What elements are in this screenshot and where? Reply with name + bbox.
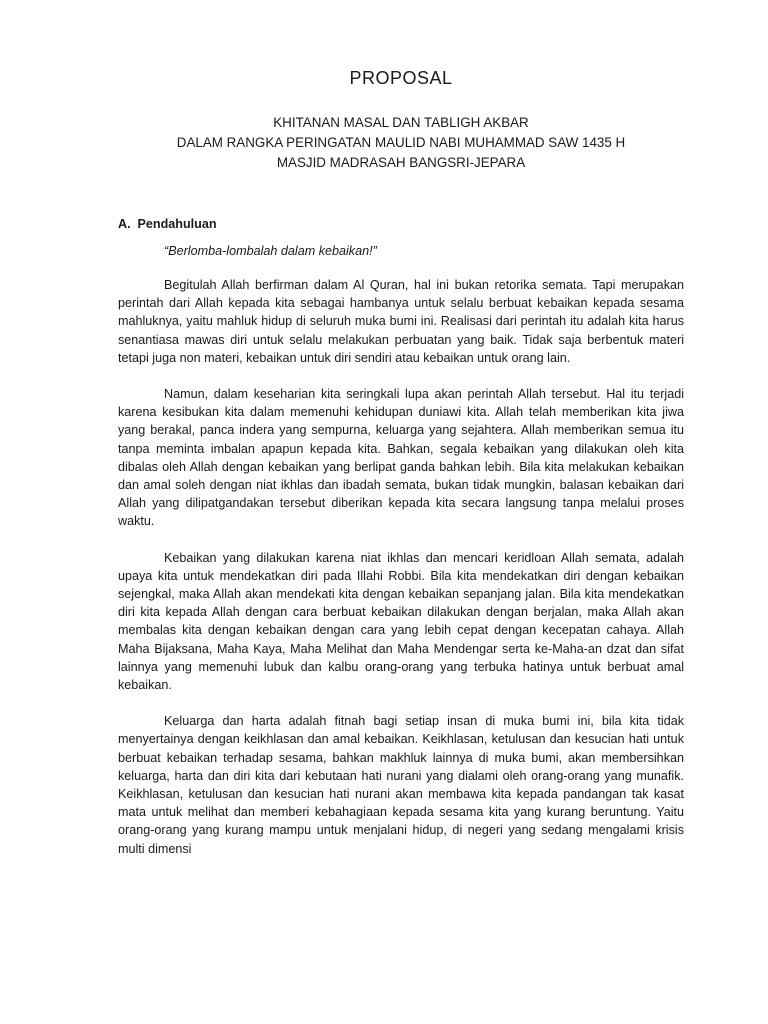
document-page — [118, 68, 684, 858]
paragraph-4: Keluarga dan harta adalah fitnah bagi setiap insan di muka bumi ini, bila kita tidak menyertainya dengan keikhlasan dan amal kebaikan. Keikhlasan, ketulusan dan kesucian hati untuk berbuat kebaikan terhadap sesama, bahkan makhluk lainnya di muka bumi, akan membersihkan keluarga, harta dan diri kita dari kebutaan hati nurani yang dialami oleh orang-orang yang munafik. Keikhlasan, ketulusan dan kesucian hati nurani akan membawa kita kepada pandangan tak kasat mata untuk melihat dan memberi kebahagiaan kepada sesama kita yang kurang beruntung. Yaitu orang-orang yang kurang mampu untuk menjalani hidup, di negeri yang sedang mengalami krisis multi dimensi — [118, 714, 684, 856]
section-title: Pendahuluan — [137, 217, 217, 231]
section-number: A. — [118, 217, 131, 231]
opening-quote: “Berlomba-lombalah dalam kebaikan!” — [164, 244, 377, 258]
subtitle-line-1: KHITANAN MASAL DAN TABLIGH AKBAR — [273, 115, 529, 130]
paragraph-2: Namun, dalam keseharian kita seringkali lupa akan perintah Allah tersebut. Hal itu terjadi karena kesibukan kita dalam memenuhi kehidupan duniawi kita. Allah telah memberikan kita jiwa yang berakal, panca indera yang sempurna, keluarga yang sejahtera. Allah memberikan semua itu tanpa meminta imbalan apapun kepada kita. Bahkan, segala kebaikan yang dilakukan oleh kita dibalas oleh Allah dengan kebaikan yang berlipat ganda bahkan lebih. Bila kita melakukan kebaikan dan amal soleh dengan niat ikhlas dan ibadah semata, bukan tidak mungkin, balasan kebaikan dari Allah yang dilipatgandakan tersebut diberikan kepada kita secara langsung tanpa melalui proses waktu. — [118, 387, 684, 529]
subtitle-line-2: DALAM RANGKA PERINGATAN MAULID NABI MUHAMMAD SAW 1435 H — [176, 135, 626, 150]
subtitle-line-3: MASJID MADRASAH BANGSRI-JEPARA — [276, 155, 526, 170]
paragraph-3: Kebaikan yang dilakukan karena niat ikhlas dan mencari keridloan Allah semata, adalah upaya kita untuk mendekatkan diri pada Illahi Robbi. Bila kita mendekatkan diri dengan kebaikan sejengkal, maka Allah akan mendekati kita dengan kebaikan sepanjang jalan. Bila kita mendekatkan diri kita kepada Allah dengan cara berbuat kebaikan dilakukan dengan berjalan, maka Allah akan membalas kita dengan kebaikan dengan cara yang lebih cepat dengan kecepatan cahaya. Allah Maha Bijaksana, Maha Kaya, Maha Melihat dan Maha Mendengar serta ke-Maha-an dzat dan sifat lainnya yang memenuhi lubuk dan kalbu orang-orang yang terbuka hatinya untuk berbuat amal kebaikan. — [118, 550, 684, 693]
document-title: PROPOSAL — [349, 68, 453, 88]
section-heading — [118, 217, 684, 231]
paragraph-1: Begitulah Allah berfirman dalam Al Quran, hal ini bukan retorika semata. Tapi merupakan perintah dari Allah kepada kita sebagai hambanya untuk selalu berbuat kebaikan kepada sesama mahluknya, yaitu mahluk hidup di seluruh muka bumi ini. Realisasi dari perintah itu adalah kita harus senantiasa mawas diri untuk selalu melakukan perbuatan yang baik. Tidak saja berbentuk materi tetapi juga non materi, kebaikan untuk diri sendiri atau kebaikan untuk orang lain. — [118, 278, 684, 365]
